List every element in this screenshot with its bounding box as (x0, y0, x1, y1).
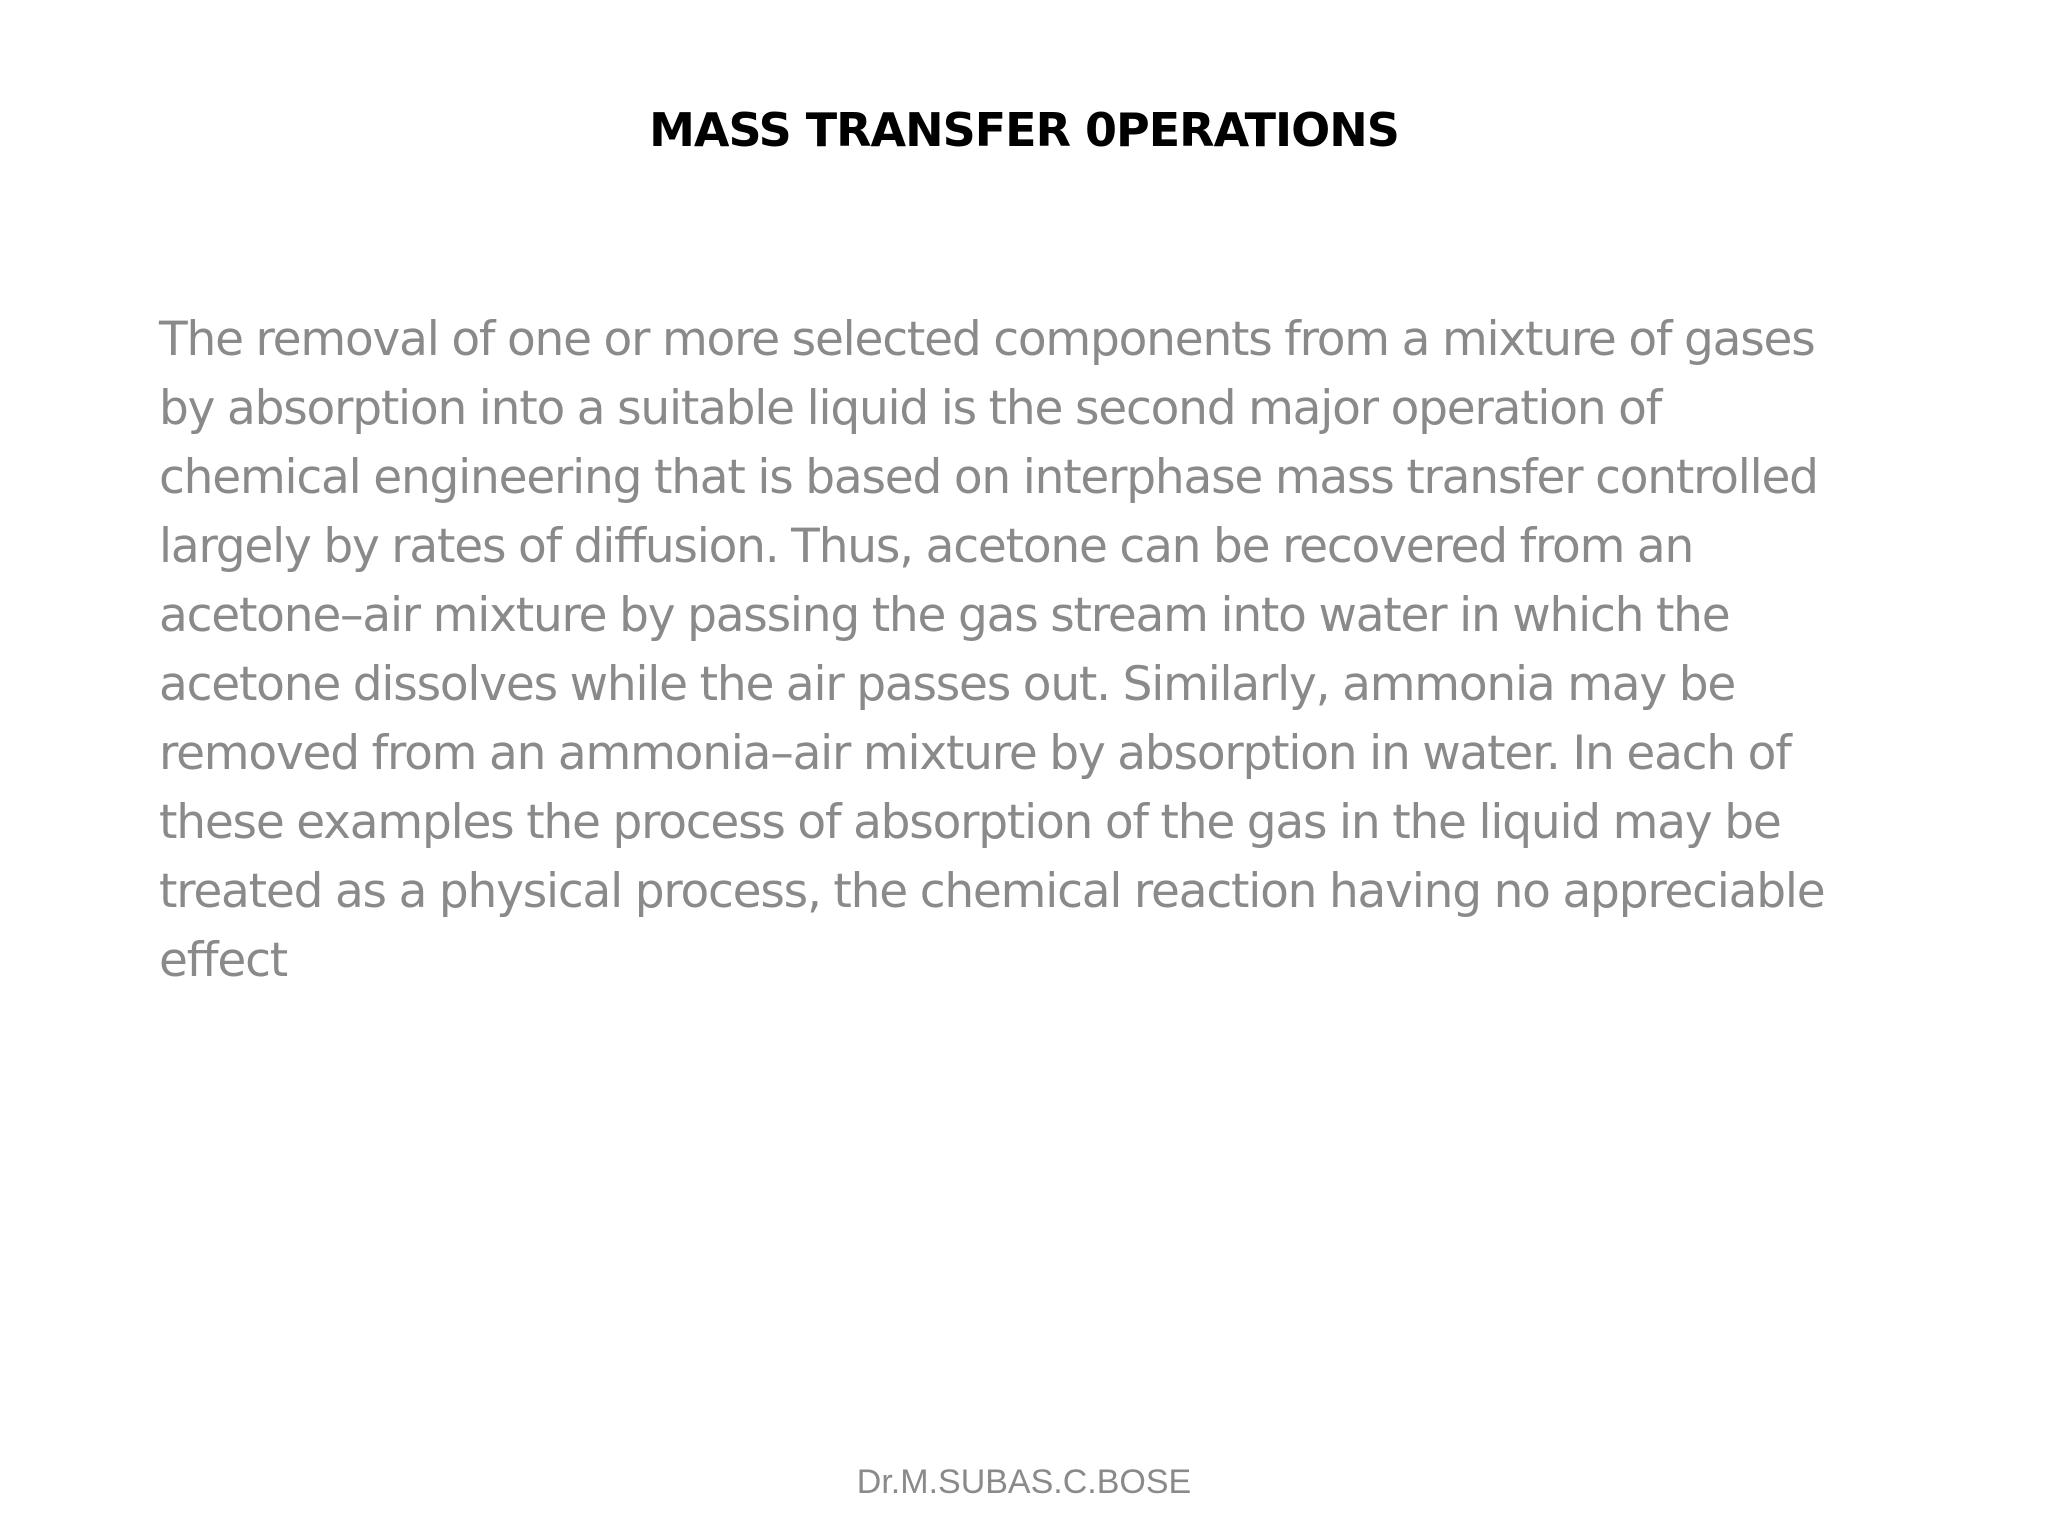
body-line: effect (159, 933, 287, 988)
body-line: these examples the process of absorption of the gas in the liquid may be (159, 795, 1781, 850)
slide-footer-author: Dr.M.SUBAS.C.BOSE (856, 1463, 1192, 1501)
body-line: The removal of one or more selected components from a mixture of gases (159, 312, 1815, 367)
slide-body-paragraph (159, 305, 1899, 995)
body-line: removed from an ammonia–air mixture by absorption in water. In each of (159, 726, 1791, 781)
body-line: largely by rates of diffusion. Thus, acetone can be recovered from an (159, 519, 1694, 574)
body-line: chemical engineering that is based on interphase mass transfer controlled (159, 450, 1818, 505)
slide-title: MASS TRANSFER 0PERATIONS (649, 103, 1399, 157)
body-line: acetone–air mixture by passing the gas stream into water in which the (159, 588, 1730, 643)
body-line: acetone dissolves while the air passes out. Similarly, ammonia may be (159, 657, 1736, 712)
body-line: treated as a physical process, the chemical reaction having no appreciable (159, 864, 1825, 919)
body-line: by absorption into a suitable liquid is the second major operation of (159, 381, 1662, 436)
